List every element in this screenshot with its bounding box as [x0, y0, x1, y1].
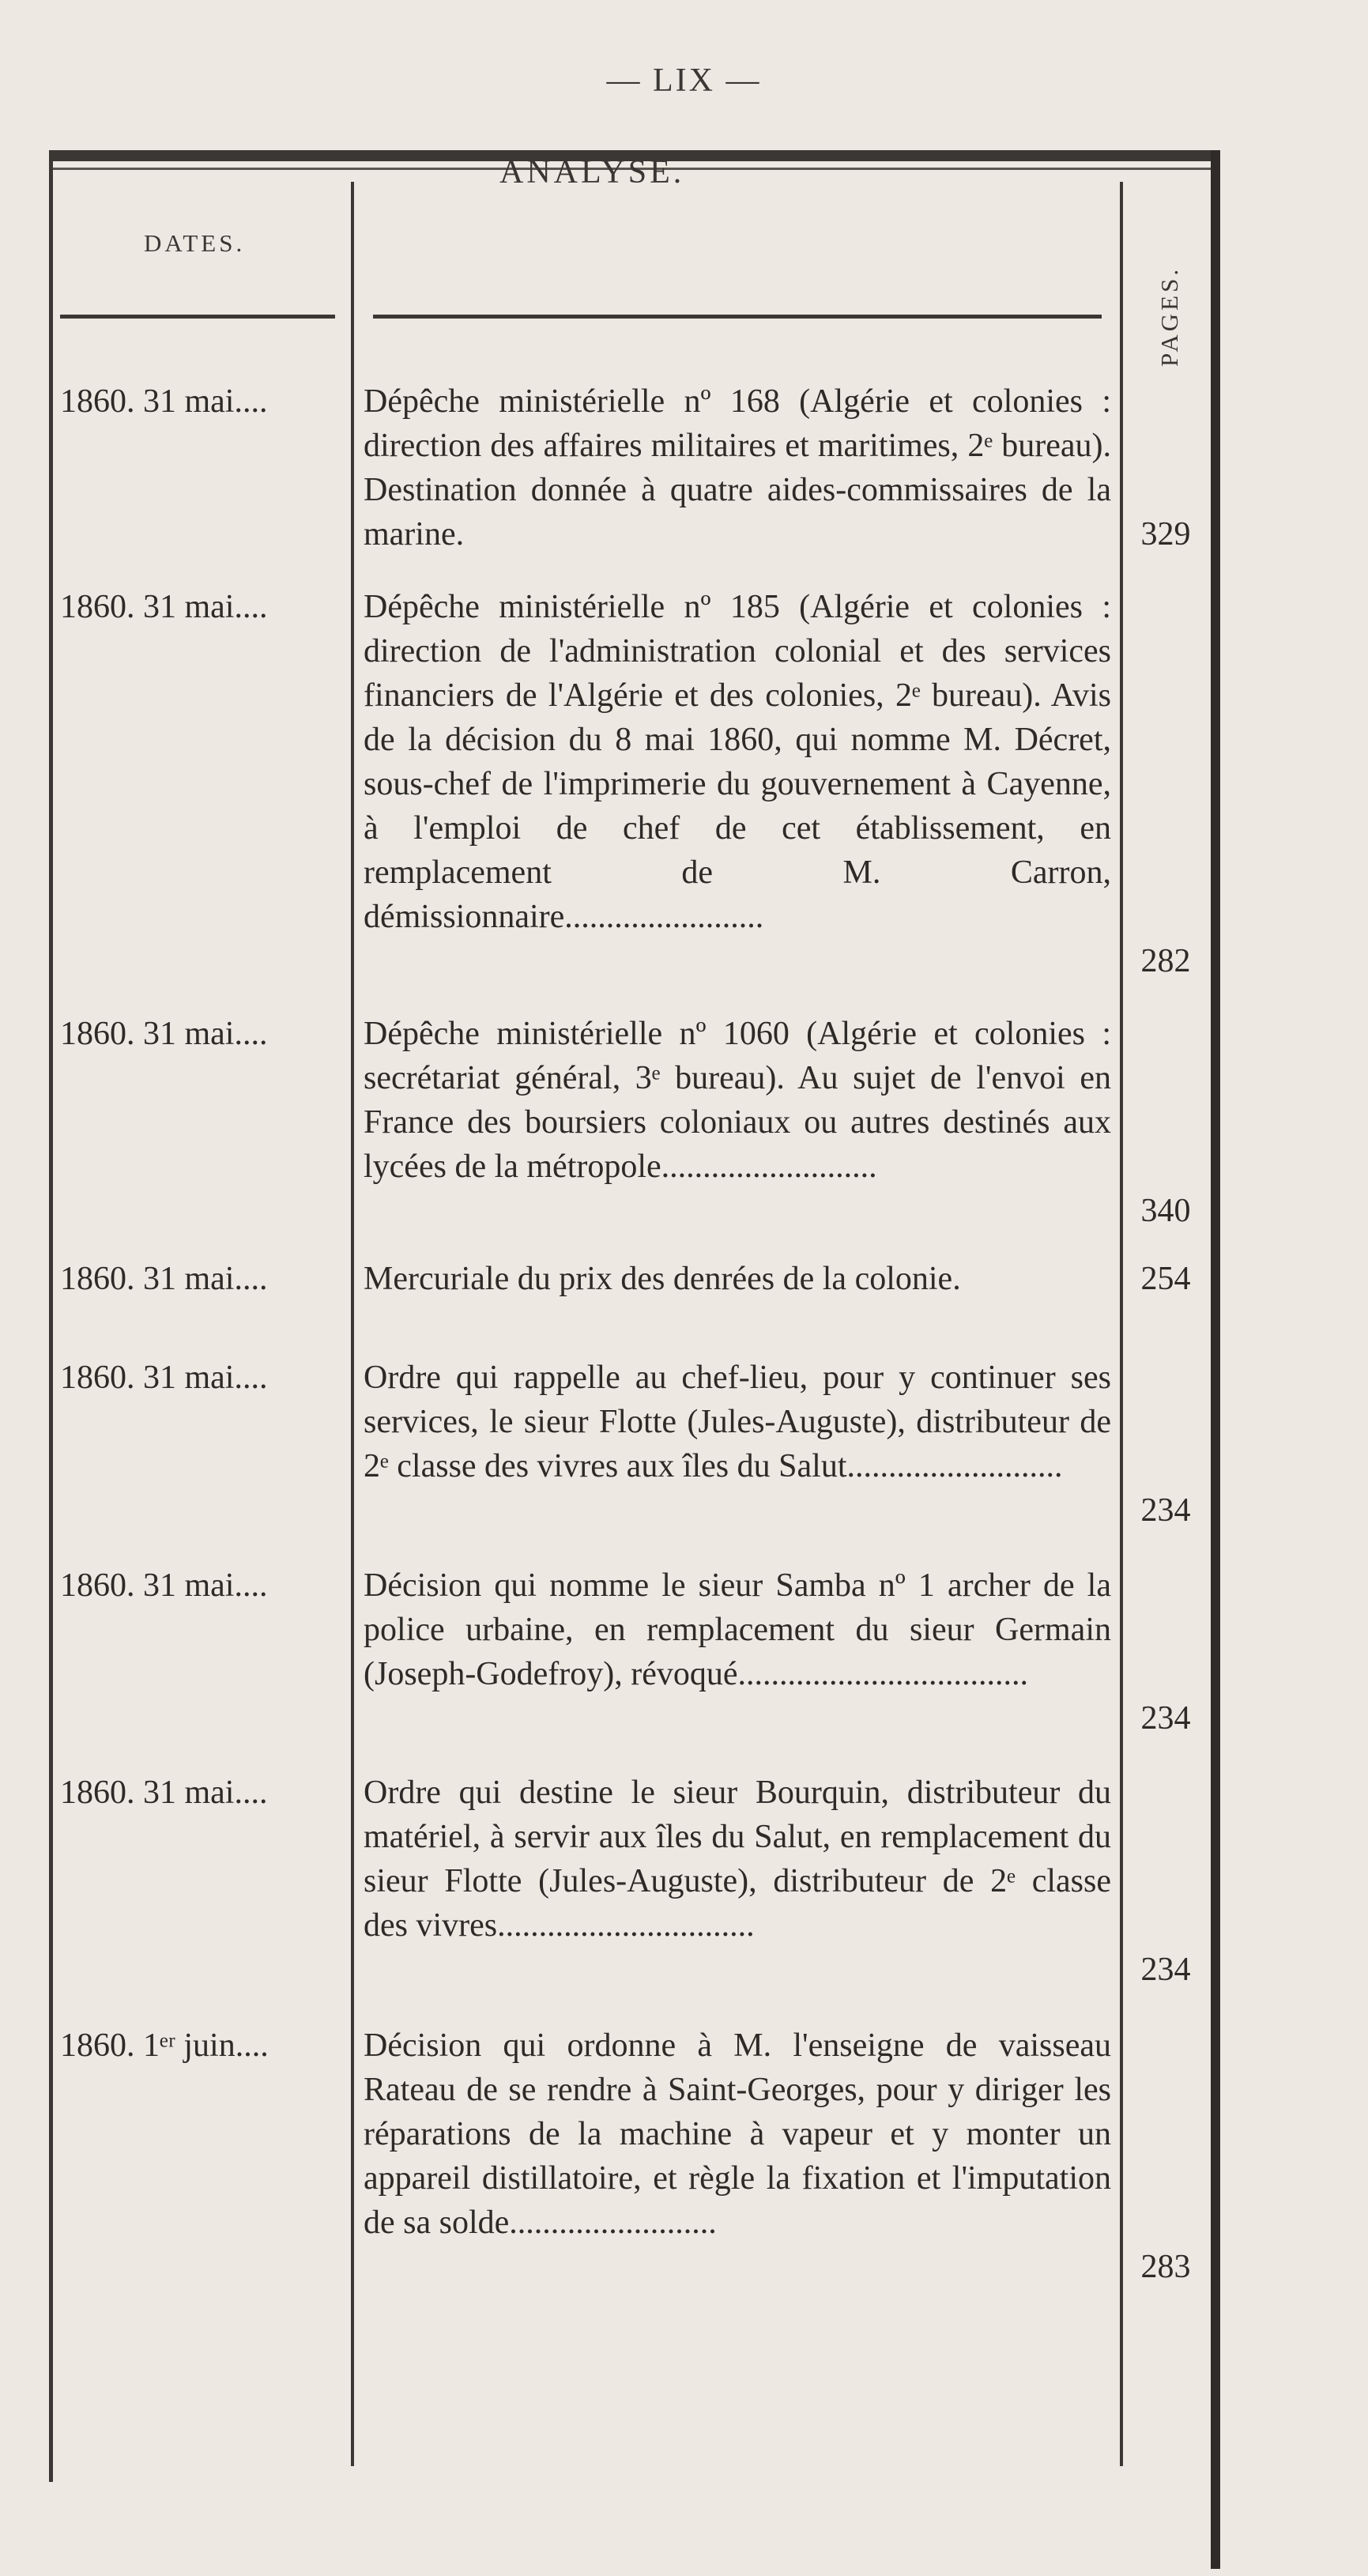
entry-page: 234 [1140, 1952, 1191, 1988]
entry-page: 234 [1140, 1492, 1191, 1529]
entry-analysis: Dépêche ministérielle nº 185 (Algérie et colonies : direction de l'administration colonial et des services financiers de l'Algérie et des colonies, 2ᵉ bureau). Avis de la décision du 8 mai 1860, qui nomme M. Décret, sous-chef de l'imprimerie du gouvernement à Cayenne, à l'emploi de chef de cet établissement, en remplacement de M. Carron, démissionnaire........................ [364, 589, 1111, 935]
entry-analysis: Décision qui nomme le sieur Samba nº 1 archer de la police urbaine, en remplacement du sieur Germain (Joseph-Godefroy), révoqué................................... [364, 1567, 1111, 1692]
entry-analysis: Ordre qui rappelle au chef-lieu, pour y continuer ses services, le sieur Flotte (Jules-Auguste), distributeur de 2ᵉ classe des vivres aux îles du Salut.......................... [364, 1360, 1111, 1484]
entry-page: 329 [1140, 516, 1191, 553]
entry-page: 283 [1140, 2249, 1191, 2285]
entry-analysis: Dépêche ministérielle nº 168 (Algérie et colonies : direction des affaires militaires et maritimes, 2ᵉ bureau). Destination donnée à quatre aides-commissaires de la marine. [364, 383, 1111, 553]
header-analyse: ANALYSE. [499, 154, 685, 190]
entry-analysis: Dépêche ministérielle nº 1060 (Algérie et colonies : secrétariat général, 3ᵉ bureau). Au sujet de l'envoi en France des boursiers coloniaux ou autres destinés aux lycées de la métropole.......................... [364, 1016, 1111, 1185]
header-dates: DATES. [144, 229, 246, 257]
entry-date: 1860. 31 mai.... [60, 1775, 268, 1811]
column-rule-dates [351, 182, 354, 2466]
entry-analysis: Décision qui ordonne à M. l'enseigne de vaisseau Rateau de se rendre à Saint-Georges, pour y diriger les réparations de la machine à vapeur et y monter un appareil distillatoire, et règle la fixation et l'imputation de sa solde......................... [364, 2027, 1111, 2241]
page-number: — LIX — [606, 62, 762, 99]
right-rule [1211, 150, 1220, 2569]
entry-page: 234 [1140, 1700, 1191, 1737]
entry-date: 1860. 31 mai.... [60, 1016, 268, 1052]
entry-date: 1860. 1ᵉʳ juin.... [60, 2027, 269, 2064]
left-rule [49, 150, 53, 2482]
register-table [49, 150, 1219, 2569]
entry-page: 340 [1140, 1193, 1191, 1229]
header-rule-dates [60, 315, 335, 319]
entry-date: 1860. 31 mai.... [60, 589, 268, 625]
header-rule-analyse [373, 315, 1102, 319]
header-pages: PAGES. [1155, 266, 1183, 367]
entry-page: 282 [1140, 943, 1191, 979]
entry-analysis: Ordre qui destine le sieur Bourquin, distributeur du matériel, à servir aux îles du Salut, en remplacement du sieur Flotte (Jules-Auguste), distributeur de 2ᵉ classe des vivres............................... [364, 1775, 1111, 1944]
entry-page: 254 [1140, 1261, 1191, 1297]
entry-analysis: Mercuriale du prix des denrées de la colonie. [364, 1261, 961, 1297]
entry-date: 1860. 31 mai.... [60, 1567, 268, 1604]
entry-date: 1860. 31 mai.... [60, 1261, 268, 1297]
entry-date: 1860. 31 mai.... [60, 1360, 268, 1396]
entry-date: 1860. 31 mai.... [60, 383, 268, 420]
